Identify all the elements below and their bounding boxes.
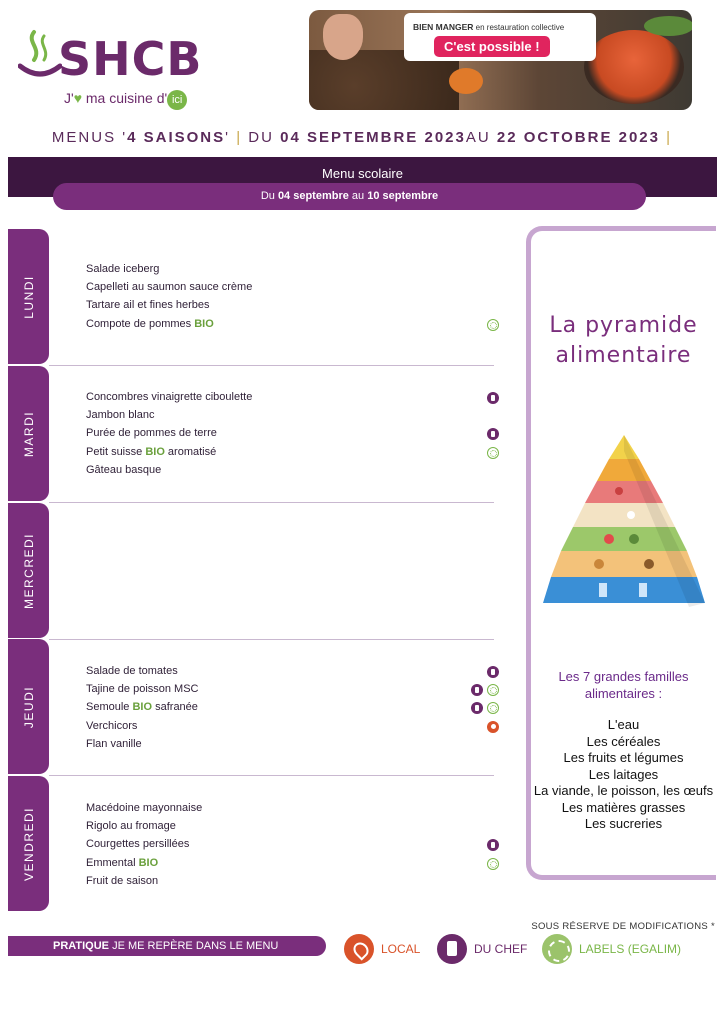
- bio-label: BIO: [132, 701, 153, 714]
- day-name: LUNDI: [21, 274, 36, 319]
- heart-icon: ♥: [73, 90, 82, 106]
- dish-item: Semoule BIO safranée: [86, 701, 198, 714]
- bien-manger-banner: [309, 10, 692, 110]
- day-name: VENDREDI: [21, 806, 36, 881]
- dish-item: Salade iceberg: [86, 263, 160, 275]
- day-divider: [49, 502, 494, 503]
- label-badge-icon: [542, 934, 572, 964]
- chef-icon: [487, 392, 499, 404]
- legend-labels-label: LABELS (EGALIM): [579, 942, 682, 956]
- day-divider: [49, 639, 494, 640]
- day-divider: [49, 775, 494, 776]
- dish-item: Fruit de saison: [86, 874, 159, 887]
- dish-item: Tajine de poisson MSC: [86, 683, 199, 696]
- day-name: JEUDI: [21, 685, 36, 728]
- day-tab-jeudi: [8, 639, 49, 774]
- pyramid-panel: [526, 226, 716, 880]
- bio-label: BIO: [194, 317, 214, 330]
- brand-tagline: J'♥ ma cuisine d' ici: [64, 90, 187, 110]
- dish-item: Salade de tomates: [86, 665, 178, 677]
- pyramid-title: La pyramide alimentaire: [549, 313, 698, 368]
- label-badge-icon: [487, 858, 499, 870]
- day-tab-mardi: [8, 366, 49, 501]
- ici-badge: ici: [167, 90, 187, 110]
- chef-icon: [487, 666, 499, 678]
- family-item: Les laitages: [588, 766, 659, 782]
- bio-label: BIO: [145, 445, 165, 458]
- family-item: Les sucreries: [584, 816, 663, 831]
- chef-icon: [471, 684, 483, 696]
- dish-item: Gâteau basque: [86, 463, 162, 476]
- chef-icon: [487, 839, 499, 851]
- menu-period-title: MENUS '4 SAISONS' | DU 04 SEPTEMBRE 2023AU 22 OCTOBRE 2023 |: [51, 129, 673, 146]
- legend-chef-label: DU CHEF: [474, 942, 528, 956]
- chef-icon: [437, 934, 467, 964]
- label-badge-icon: [487, 319, 499, 331]
- dish-item: Purée de pommes de terre: [86, 427, 217, 440]
- dish-item: Verchicors: [86, 719, 138, 732]
- dish-item: Compote de pommes BIO: [86, 317, 214, 330]
- food-pyramid-image: [539, 431, 709, 611]
- dish-item: Jambon blanc: [86, 409, 155, 422]
- dish-item: Flan vanille: [86, 737, 142, 750]
- families-title: Les 7 grandes familles alimentaires :: [558, 669, 689, 701]
- banner-cta: C'est possible !: [434, 36, 550, 57]
- brand-name: SHCB: [58, 32, 203, 86]
- carrot-image: [449, 68, 483, 94]
- day-tab-lundi: [8, 229, 49, 364]
- family-item: Les fruits et légumes: [563, 750, 684, 765]
- dish-item: Emmental BIO: [86, 856, 159, 869]
- dish-item: Concombres vinaigrette ciboulette: [86, 391, 253, 403]
- families-list: [531, 717, 716, 833]
- disclaimer: SOUS RÉSERVE DE MODIFICATIONS *: [531, 921, 715, 932]
- chef-icon: [487, 428, 499, 440]
- herb-image: [644, 16, 692, 36]
- family-item: Les matières grasses: [561, 799, 686, 815]
- dish-item: Petit suisse BIO aromatisé: [86, 445, 217, 458]
- legend-banner: PRATIQUE JE ME REPÈRE DANS LE MENU: [8, 936, 326, 956]
- day-divider: [49, 365, 494, 366]
- dish-item: Macédoine mayonnaise: [86, 802, 203, 814]
- shcb-logo: [14, 24, 214, 114]
- family-item: L'eau: [607, 717, 640, 732]
- day-name: MERCREDI: [21, 532, 36, 609]
- banner-tagline: BIEN MANGER en restauration collective: [413, 22, 565, 32]
- dish-item: Rigolo au fromage: [86, 820, 176, 833]
- legend-local-label: LOCAL: [381, 942, 421, 956]
- day-tab-vendredi: [8, 776, 49, 911]
- location-pin-icon: [344, 934, 374, 964]
- week-range: Du 04 septembre au 10 septembre: [53, 183, 646, 210]
- dish-item: Courgettes persillées: [86, 838, 190, 851]
- family-item: La viande, le poisson, les œufs: [533, 783, 714, 798]
- location-pin-icon: [487, 721, 499, 733]
- menu-type-label: Menu scolaire: [322, 166, 403, 181]
- day-tab-mercredi: [8, 503, 49, 638]
- dish-item: Capelleti au saumon sauce crème: [86, 281, 253, 294]
- label-badge-icon: [487, 702, 499, 714]
- bio-label: BIO: [138, 856, 159, 869]
- family-item: Les céréales: [586, 733, 661, 749]
- label-badge-icon: [487, 447, 499, 459]
- hand-image: [323, 14, 363, 60]
- label-badge-icon: [487, 684, 499, 696]
- steam-bowl-icon: [18, 28, 62, 82]
- dish-item: Tartare ail et fines herbes: [86, 299, 210, 312]
- day-name: MARDI: [21, 410, 36, 457]
- food-bowl-image: [584, 30, 684, 104]
- chef-icon: [471, 702, 483, 714]
